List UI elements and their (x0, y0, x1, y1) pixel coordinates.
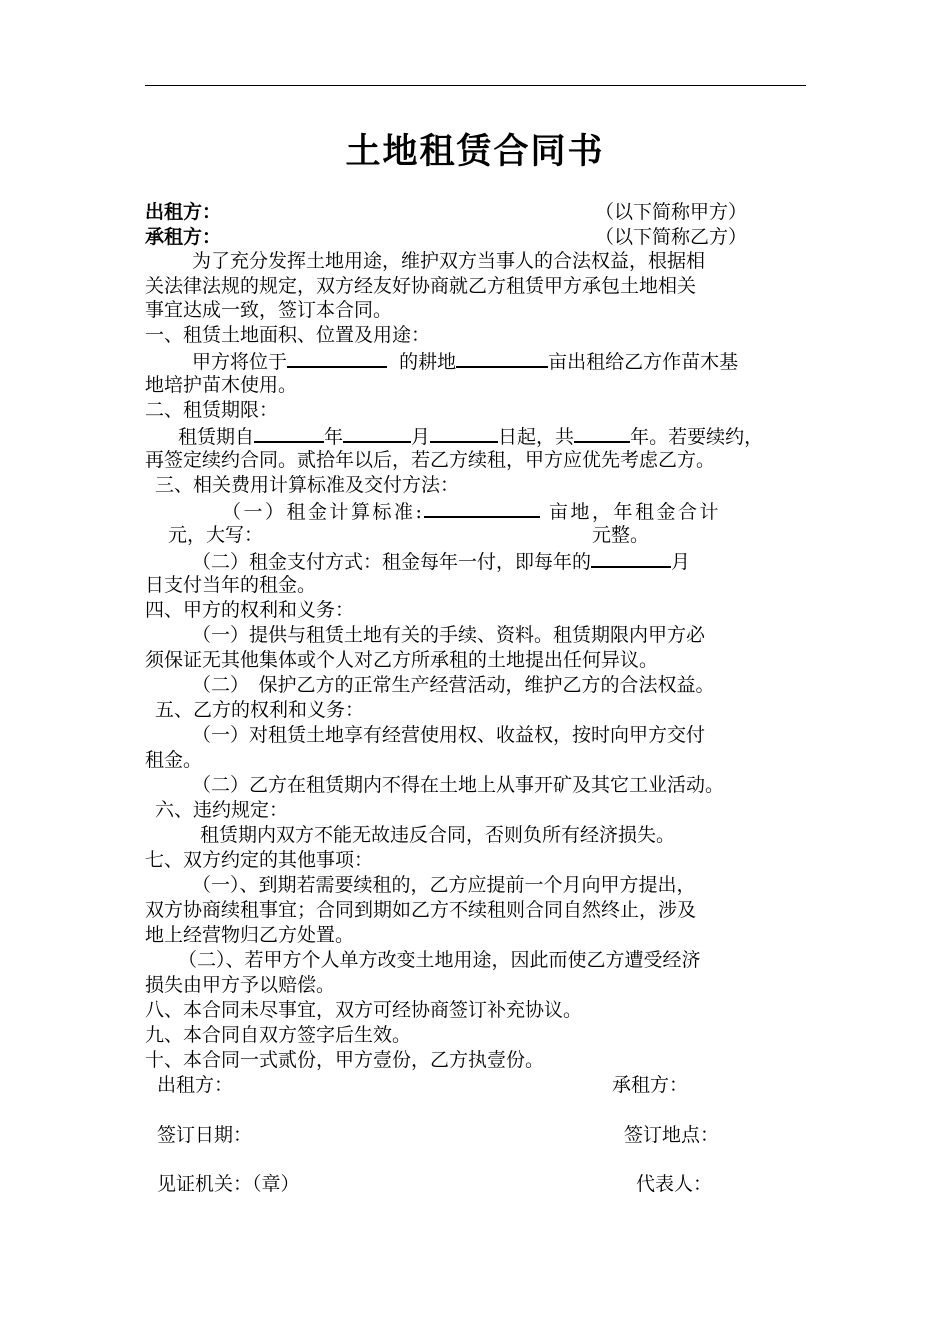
section-9: 九、本合同自双方签字后生效。 (145, 1024, 412, 1046)
section-3-item-1-line-2a: 元，大写： (168, 524, 264, 546)
section-1-text-a: 甲方将位于 (192, 351, 288, 373)
signature-lessor: 出租方： (157, 1074, 234, 1096)
lessee-note: （以下简称乙方） (595, 226, 748, 248)
section-10: 十、本合同一式贰份，甲方壹份，乙方执壹份。 (145, 1049, 545, 1071)
witness-authority: 见证机关：（章） (157, 1173, 300, 1195)
header-rule (145, 85, 806, 86)
section-1-text-b: 的耕地 (399, 351, 457, 373)
section-2-line-2: 再签定续约合同。贰拾年以后，若乙方续租，甲方应优先考虑乙方。 (145, 449, 716, 471)
section-7-item-1-line-2: 双方协商续租事宜；合同到期如乙方不续租则合同自然终止，涉及 (145, 899, 697, 921)
section-2-heading: 二、租赁期限： (145, 399, 279, 421)
payment-month-label: 月 (671, 551, 691, 573)
section-2-line-1 (178, 423, 763, 450)
preamble-line-3: 事宜达成一致，签订本合同。 (145, 299, 393, 321)
section-5-heading: 五、乙方的权利和义务： (155, 699, 365, 721)
lessor-label: 出租方： (145, 201, 222, 223)
section-4-item-1-line-2: 须保证无其他集体或个人对乙方所承租的土地提出任何异议。 (145, 649, 659, 671)
rent-total-label: 亩地，年租金合计 (548, 501, 721, 523)
section-6-heading: 六、违约规定： (155, 799, 289, 821)
section-3-item-1-line-1 (222, 498, 721, 525)
rent-standard-label: （一）租金计算标准: (222, 501, 425, 523)
section-4-heading: 四、甲方的权利和义务： (145, 599, 355, 621)
rent-standard-blank[interactable] (424, 498, 540, 518)
section-5-item-2: （二）乙方在租赁期内不得在土地上从事开矿及其它工业活动。 (192, 774, 725, 796)
section-7-item-1-line-1: （一）、到期若需要续租的，乙方应提前一个月向甲方提出， (192, 874, 696, 896)
section-4-item-1-line-1: （一）提供与租赁土地有关的手续、资料。租赁期限内甲方必 (192, 624, 706, 646)
month-label: 月 (411, 426, 431, 448)
section-8: 八、本合同未尽事宜，双方可经协商签订补充协议。 (145, 999, 583, 1021)
lessor-note: （以下简称甲方） (595, 201, 748, 223)
section-1-line-2: 地培护苗木使用。 (145, 374, 298, 396)
representative: 代表人： (636, 1173, 713, 1195)
start-month-blank[interactable] (343, 423, 411, 443)
section-7-item-1-line-3: 地上经营物归乙方处置。 (145, 924, 355, 946)
year-label: 年 (324, 426, 344, 448)
area-blank[interactable] (456, 348, 548, 368)
section-2-text-a: 租赁期自 (178, 426, 255, 448)
section-1-heading: 一、租赁土地面积、位置及用途： (145, 324, 431, 346)
preamble-line-2: 关法律法规的规定，双方经友好协商就乙方租赁甲方承包土地相关 (145, 275, 697, 297)
section-5-item-1-line-2: 租金。 (145, 749, 203, 771)
section-1-text-c: 亩出租给乙方作苗木基 (548, 351, 739, 373)
lessee-label: 承租方： (145, 226, 222, 248)
signing-place: 签订地点： (624, 1124, 720, 1146)
location-blank[interactable] (287, 348, 387, 368)
section-7-heading: 七、双方约定的其他事项： (145, 849, 374, 871)
term-years-blank[interactable] (574, 423, 630, 443)
section-3-item-1-line-2b: 元整。 (592, 524, 650, 546)
section-6-body: 租赁期内双方不能无故违反合同，否则负所有经济损失。 (200, 824, 676, 846)
section-1-line-1 (192, 348, 738, 375)
section-3-heading: 三、相关费用计算标准及交付方法： (155, 474, 460, 496)
signature-lessee: 承租方： (612, 1074, 689, 1096)
signing-date: 签订日期： (157, 1124, 253, 1146)
start-day-blank[interactable] (430, 423, 498, 443)
section-4-item-2: （二） 保护乙方的正常生产经营活动，维护乙方的合法权益。 (192, 674, 715, 696)
document-title: 土地租赁合同书 (345, 132, 605, 172)
section-3-item-2-line-1 (192, 548, 690, 575)
rent-payment-label: （二）租金支付方式：租金每年一付，即每年的 (192, 551, 592, 573)
payment-month-blank[interactable] (591, 548, 671, 568)
section-3-item-2-line-2: 日支付当年的租金。 (145, 574, 317, 596)
start-year-blank[interactable] (254, 423, 324, 443)
section-7-item-2-line-1: （二）、若甲方个人单方改变土地用途，因此而使乙方遭受经济 (178, 949, 701, 971)
preamble-line-1: 为了充分发挥土地用途，维护双方当事人的合法权益，根据相 (192, 250, 706, 272)
section-7-item-2-line-2: 损失由甲方予以赔偿。 (145, 974, 336, 996)
section-2-text-d: 年。若要续约， (630, 426, 764, 448)
section-2-text-day: 日起，共 (498, 426, 575, 448)
section-5-item-1-line-1: （一）对租赁土地享有经营使用权、收益权，按时向甲方交付 (192, 724, 706, 746)
